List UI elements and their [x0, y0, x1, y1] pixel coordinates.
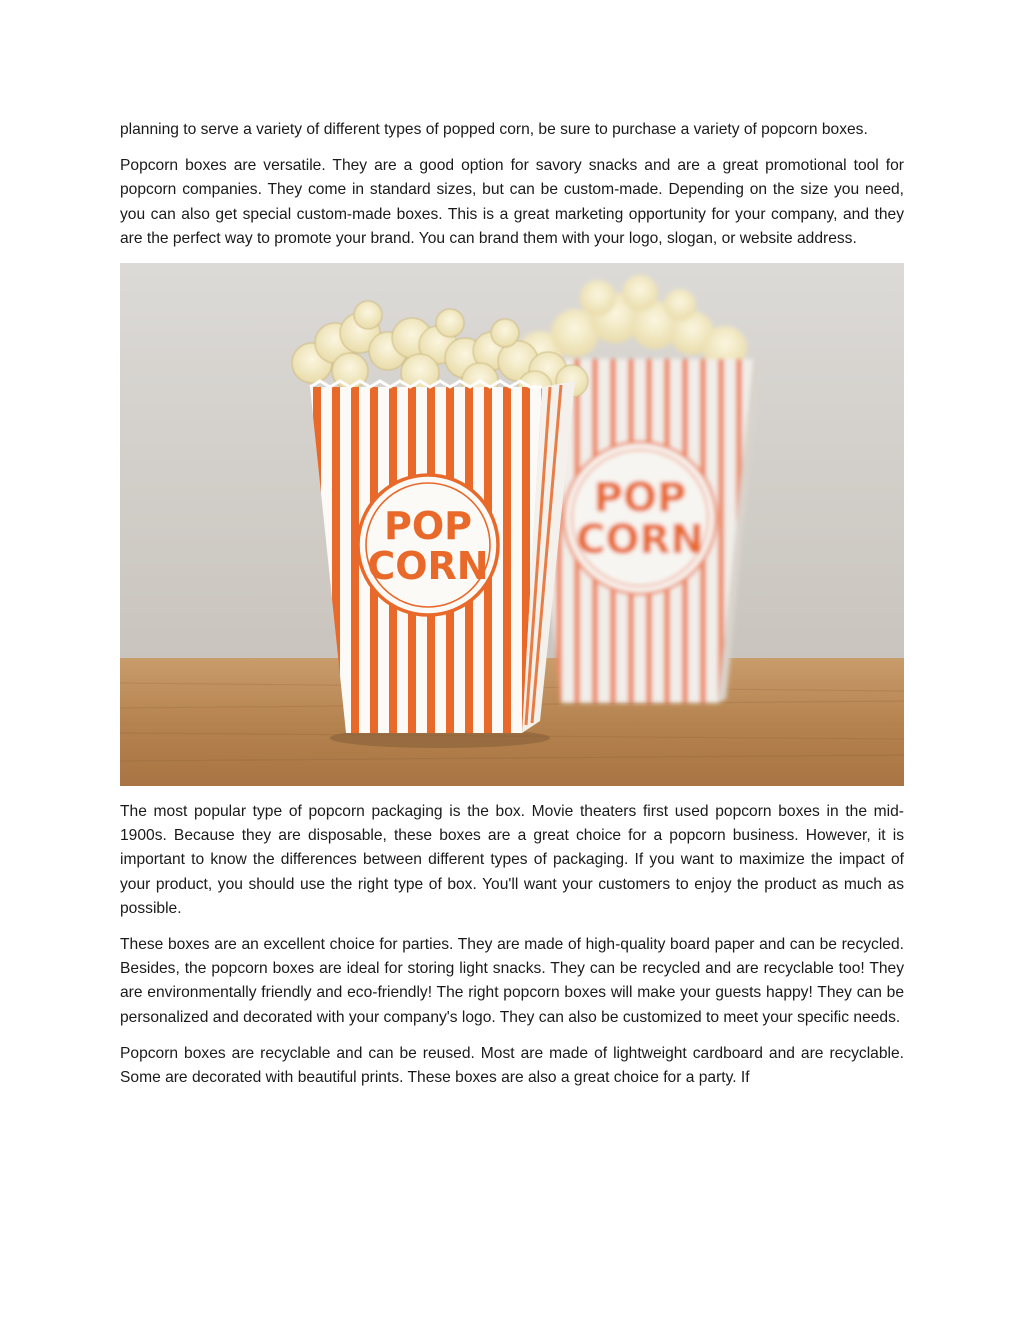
paragraph-1: planning to serve a variety of different types of popped corn, be sure to purchase a variety of popcorn boxes. — [120, 121, 868, 138]
popcorn-boxes-photo — [120, 263, 904, 786]
back-box-logo-line1: POP — [593, 475, 687, 522]
front-box-logo-line1: POP — [383, 504, 473, 549]
paragraph-2: Popcorn boxes are versatile. They are a good option for savory snacks and are a great promotional tool for popcorn companies. They come in standard sizes, but can be custom-made. Depending on the size you need, you can also get special custom-made boxes. This is a great marketing opportunity for your company, and they are the perfect way to promote your brand. You can brand them with your logo, slogan, or website address. — [120, 157, 904, 247]
back-box-logo-line2: CORN — [576, 517, 704, 564]
paragraph-4: These boxes are an excellent choice for parties. They are made of high-quality board paper and can be recycled. Besides, the popcorn boxes are ideal for storing light snacks. They can be recycled and are recyclable too! They are environmentally friendly and eco-friendly! The right popcorn boxes will make your guests happy! They can be personalized and decorated with your company's logo. They can also be customized to meet your specific needs. — [120, 936, 904, 1026]
paragraph-5: Popcorn boxes are recyclable and can be reused. Most are made of lightweight cardboard and are recyclable. Some are decorated with beautiful prints. These boxes are also a great choice for a party. If — [120, 1044, 904, 1087]
document-page — [120, 118, 904, 1102]
paragraph-3: The most popular type of popcorn packaging is the box. Movie theaters first used popcorn boxes in the mid-1900s. Because they are disposable, these boxes are a great choice for a popcorn business. However, it is important to know the differences between different types of packaging. If you want to maximize the impact of your product, you should use the right type of box. You'll want your customers to enjoy the product as much as possible. — [120, 803, 904, 917]
front-box-logo-line2: CORN — [367, 544, 489, 589]
